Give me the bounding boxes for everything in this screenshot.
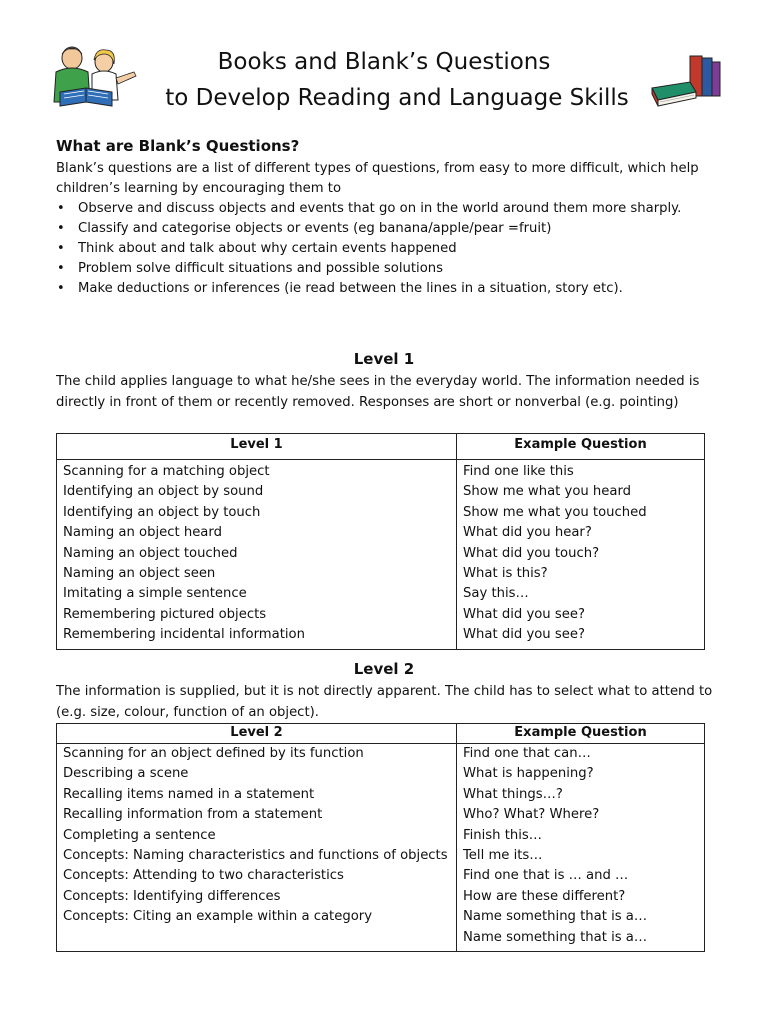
skill-item: Concepts: Attending to two characteristics — [63, 868, 344, 884]
example-item: How are these different? — [463, 888, 626, 904]
skill-item: Recalling items named in a statement — [63, 786, 315, 802]
level-2-description-text: The information is supplied, but it is not directly apparent. The child has to select what to attend to (e.g. size, colour, function of an object). — [56, 684, 713, 720]
example-item: Who? What? Where? — [463, 807, 600, 823]
example-item: Show me what you touched — [463, 504, 647, 520]
example-item: What things…? — [463, 786, 563, 802]
skills-cell — [57, 744, 457, 952]
example-item: What is this? — [463, 566, 548, 582]
skill-item: Completing a sentence — [63, 827, 216, 843]
example-item: Tell me its… — [463, 848, 543, 864]
example-item: Show me what you heard — [463, 484, 632, 500]
level-1-description — [56, 372, 718, 413]
skill-item: Naming an object seen — [63, 566, 216, 582]
level-1-table — [56, 433, 705, 650]
example-item: Finish this… — [463, 827, 542, 843]
intro-section — [56, 159, 716, 299]
column-header-skill: Level 1 — [57, 434, 457, 460]
bullet-item: • Make deductions or inferences (ie read between the lines in a situation, story etc). — [56, 279, 716, 299]
example-item: Say this… — [463, 586, 529, 602]
title-line-2: to Develop Reading and Language Skills — [165, 85, 629, 111]
skill-item: Naming an object heard — [63, 525, 222, 541]
bullet-item: • Observe and discuss objects and events that go on in the world around them more sharply. — [56, 199, 716, 219]
title-line-1: Books and Blank’s Questions — [217, 49, 551, 75]
skill-item: Recalling information from a statement — [63, 807, 323, 823]
level-1-heading: Level 1 — [353, 350, 415, 368]
table-header-row — [57, 434, 705, 460]
level-2-description — [56, 682, 718, 723]
document-title — [0, 44, 768, 116]
table-row — [57, 744, 705, 952]
example-item: Name something that is a… — [463, 929, 648, 945]
examples-cell — [457, 744, 705, 952]
skill-item: Scanning for a matching object — [63, 464, 270, 479]
skill-item: Scanning for an object defined by its function — [63, 746, 364, 761]
level-2-heading: Level 2 — [353, 660, 415, 678]
skill-item: Identifying an object by touch — [63, 504, 261, 520]
column-header-skill: Level 2 — [57, 724, 457, 744]
bullet-list — [56, 199, 716, 299]
skill-item: Concepts: Naming characteristics and functions of objects — [63, 848, 448, 864]
example-item: Name something that is a… — [463, 909, 648, 925]
skill-item: Remembering incidental information — [63, 627, 305, 643]
skills-cell — [57, 460, 457, 650]
bullet-item: • Problem solve difficult situations and possible solutions — [56, 259, 716, 279]
column-header-example: Example Question — [457, 434, 705, 460]
skill-item: Concepts: Identifying differences — [63, 888, 281, 904]
skill-item: Identifying an object by sound — [63, 484, 264, 500]
example-item: Find one like this — [463, 464, 574, 479]
example-item: What did you see? — [463, 627, 585, 643]
bullet-item: • Think about and talk about why certain events happened — [56, 239, 716, 259]
level-1-description-text: The child applies language to what he/she sees in the everyday world. The information needed is directly in front of them or recently removed. Responses are short or nonverbal (e.g. pointing) — [56, 374, 700, 410]
example-item: What did you hear? — [463, 525, 592, 541]
table-header-row — [57, 724, 705, 744]
skill-item: Naming an object touched — [63, 545, 238, 561]
example-item: Find one that can… — [463, 746, 591, 761]
examples-cell — [457, 460, 705, 650]
skill-item: Describing a scene — [63, 766, 189, 782]
skill-item: Remembering pictured objects — [63, 606, 267, 622]
intro-paragraph: Blank’s questions are a list of different types of questions, from easy to more difficult, which help children’s learning by encouraging them to — [56, 161, 699, 196]
section-heading: What are Blank’s Questions? — [56, 137, 300, 155]
example-item: Find one that is … and … — [463, 868, 629, 884]
column-header-example: Example Question — [457, 724, 705, 744]
table-row — [57, 460, 705, 650]
example-item: What did you touch? — [463, 545, 600, 561]
level-2-table — [56, 723, 705, 952]
example-item: What is happening? — [463, 766, 594, 782]
example-item: What did you see? — [463, 606, 585, 622]
skill-item: Concepts: Citing an example within a category — [63, 909, 373, 925]
skill-item: Imitating a simple sentence — [63, 586, 247, 602]
bullet-item: • Classify and categorise objects or events (eg banana/apple/pear =fruit) — [56, 219, 716, 239]
